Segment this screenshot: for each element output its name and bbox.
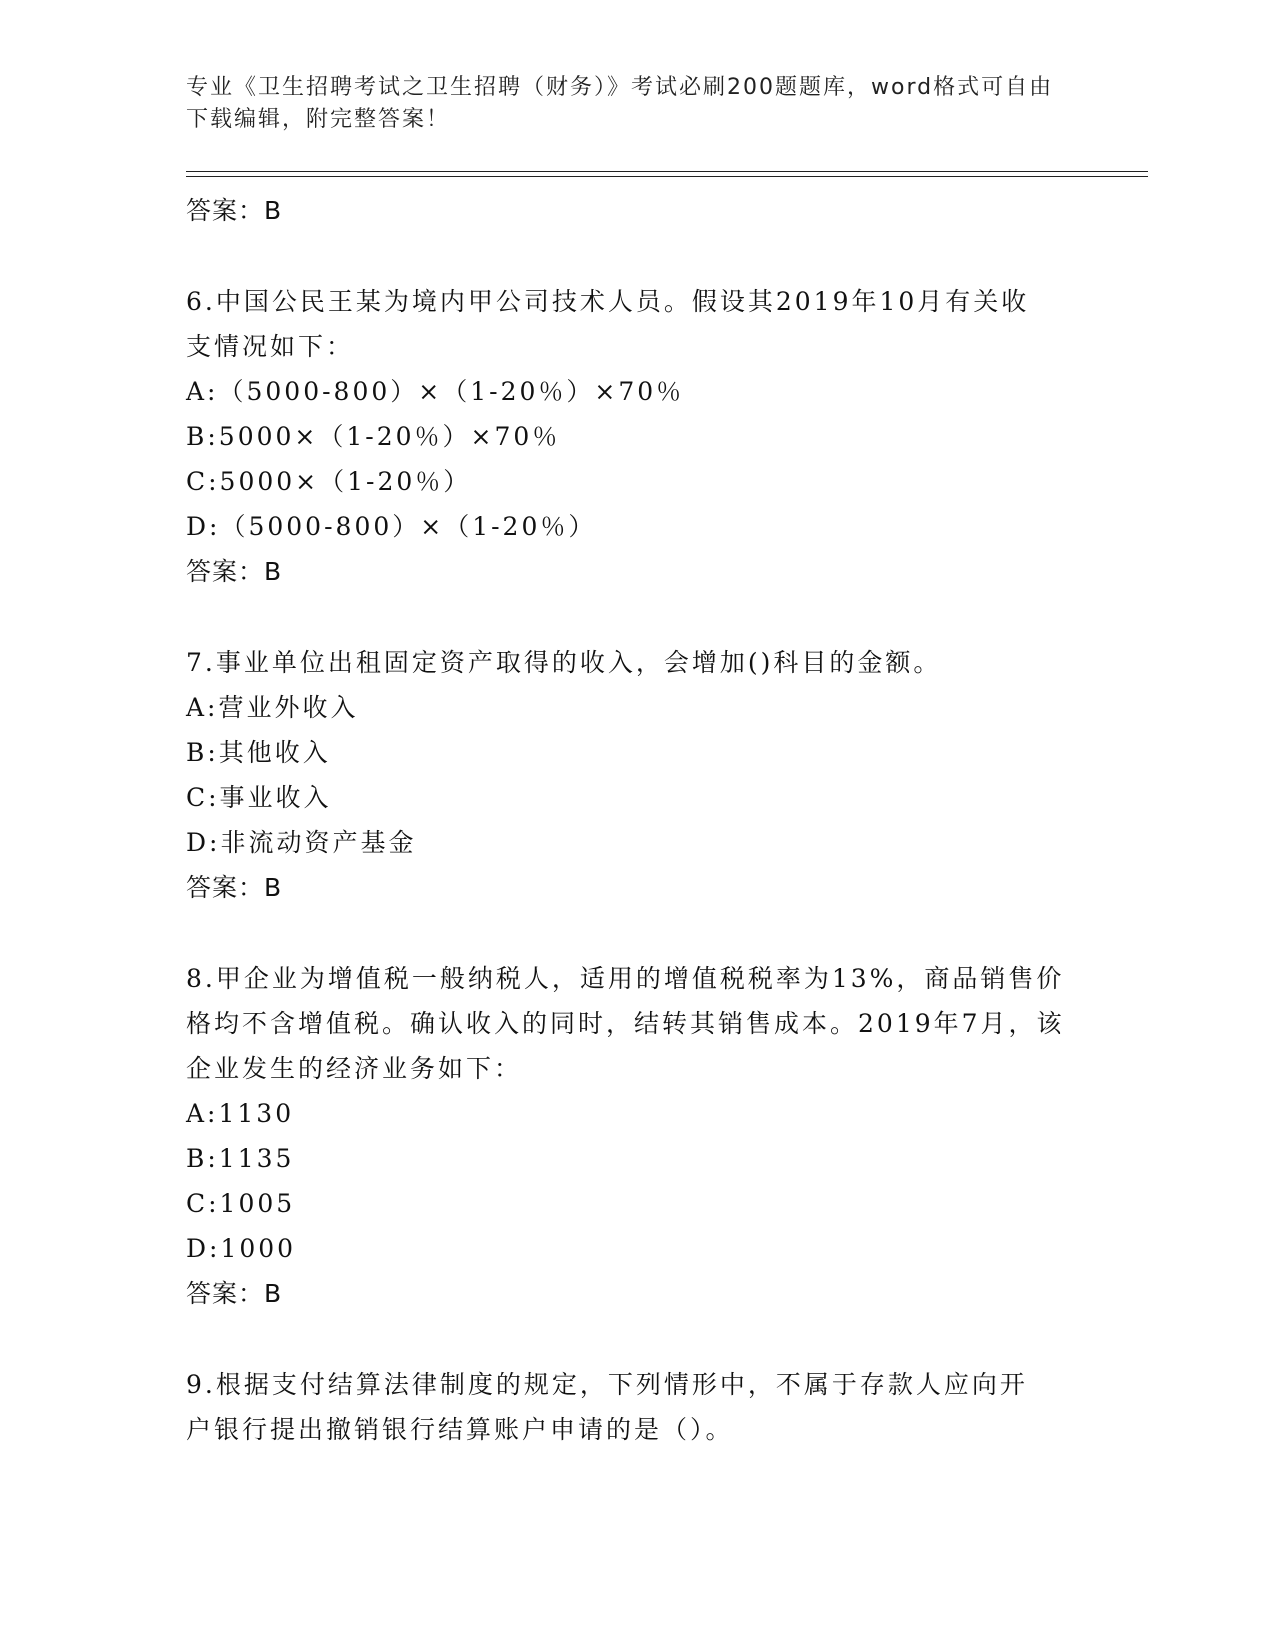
document-body <box>186 188 1086 1452</box>
option-b: B:5000×（1-20％）×70％ <box>186 422 561 451</box>
option-b: B:其他收入 <box>186 738 331 767</box>
question-block-6 <box>186 279 1086 594</box>
option-d: D:非流动资产基金 <box>186 828 417 857</box>
answer-label: 答案：B <box>186 873 283 902</box>
option-d: D:（5000-800）×（1-20％） <box>186 512 597 541</box>
option-a: A:（5000-800）×（1-20％）×70％ <box>186 377 685 406</box>
option-a: A:营业外收入 <box>186 693 359 722</box>
header-rule-bottom <box>186 176 1148 177</box>
spacer <box>186 1316 1086 1362</box>
option-c: C:1005 <box>186 1189 296 1218</box>
spacer <box>186 594 1086 640</box>
answer-label: 答案：B <box>186 1279 283 1308</box>
question-block-7 <box>186 640 1086 910</box>
option-c: C:5000×（1-20％） <box>186 467 472 496</box>
spacer <box>186 233 1086 279</box>
document-header: 专业《卫生招聘考试之卫生招聘（财务）》考试必刷200题题库，word格式可自由下载编辑，附完整答案！ <box>186 75 1054 132</box>
option-c: C:事业收入 <box>186 783 332 812</box>
question-block-9 <box>186 1362 1086 1452</box>
option-d: D:1000 <box>186 1234 297 1263</box>
question-text: 7.事业单位出租固定资产取得的收入，会增加()科目的金额。 <box>186 648 942 677</box>
question-text: 8.甲企业为增值税一般纳税人，适用的增值税税率为13%，商品销售价格均不含增值税。确认收入的同时，结转其销售成本。2019年7月，该企业发生的经济业务如下： <box>186 964 1065 1083</box>
spacer <box>186 910 1086 956</box>
question-block-8 <box>186 956 1086 1316</box>
question-text: 6.中国公民王某为境内甲公司技术人员。假设其2019年10月有关收支情况如下： <box>186 287 1030 361</box>
answer-label: 答案：B <box>186 557 283 586</box>
option-b: B:1135 <box>186 1144 295 1173</box>
option-a: A:1130 <box>186 1099 295 1128</box>
question-text: 9.根据支付结算法律制度的规定，下列情形中，不属于存款人应向开户银行提出撤销银行结算账户申请的是（）。 <box>186 1370 1028 1444</box>
answer-label: 答案：B <box>186 196 283 225</box>
header-rule-top <box>186 171 1148 172</box>
